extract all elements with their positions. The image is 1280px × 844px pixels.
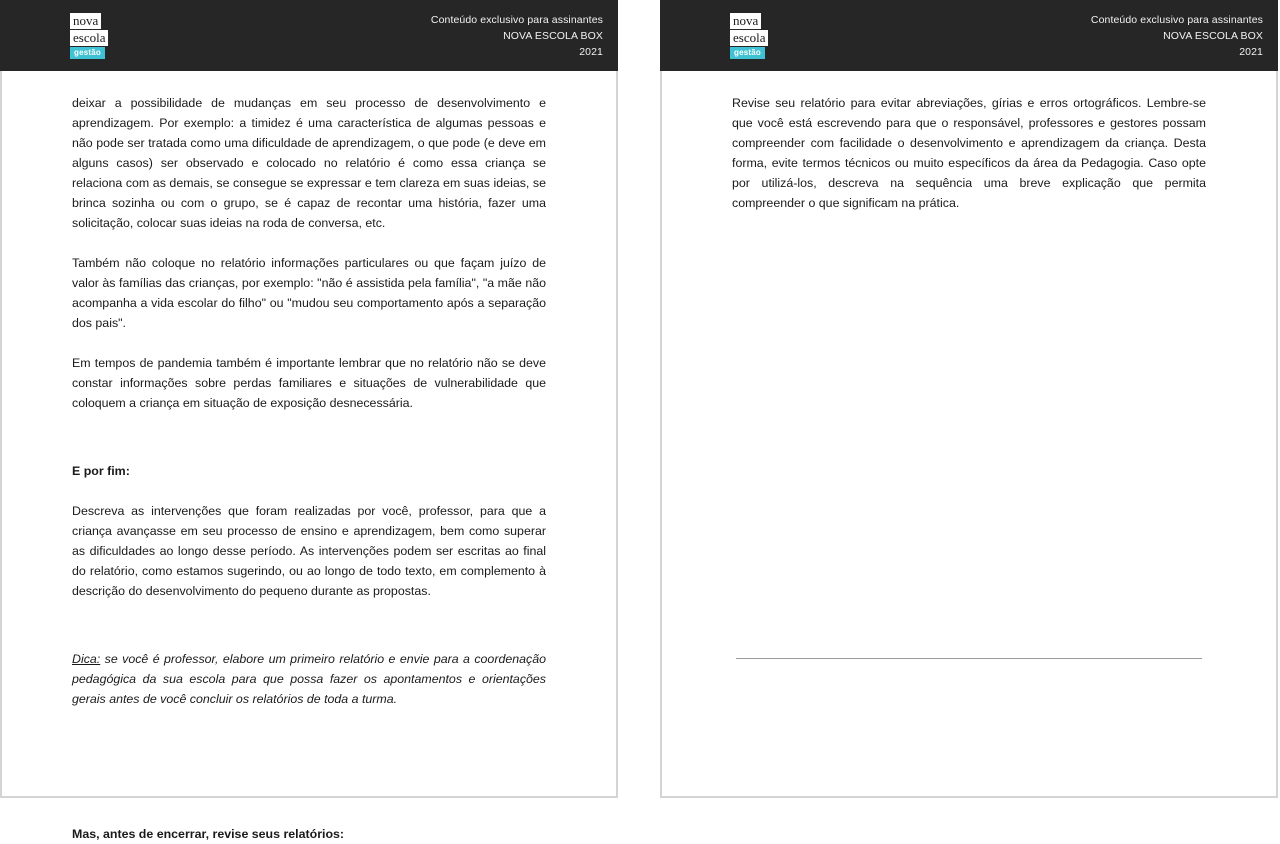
- tip-text: se você é professor, elabore um primeiro relatório e envie para a coordenação pedagógica da sua escola para que possa fazer os apontamentos e orientações gerais antes de você concluir os relatórios de toda a turma.: [72, 652, 546, 706]
- page-body-left: [2, 71, 616, 844]
- header-subscriber-note: Conteúdo exclusivo para assinantes: [1090, 13, 1263, 26]
- closing-heading: Mas, antes de encerrar, revise seus relatórios:: [72, 827, 345, 841]
- tip-spacer: [72, 621, 546, 649]
- horizontal-divider: [736, 658, 1202, 659]
- paragraph-private-info: Também não coloque no relatório informações particulares ou que façam juízo de valor às famílias das crianças, por exemplo: "não é assistida pela família", "a mãe não acompanha a vida escolar do filho" ou "mudou seu comportamento após a separação dos pais".: [72, 256, 546, 330]
- header-year: 2021: [579, 45, 603, 58]
- header-product-name: NOVA ESCOLA BOX: [1163, 29, 1263, 42]
- page-left: [0, 0, 618, 841]
- page-body-right: [662, 71, 1276, 213]
- logo-word-escola: escola: [730, 30, 768, 46]
- paragraph-continuation: deixar a possibilidade de mudanças em seu processo de desenvolvimento e aprendizagem. Por exemplo: a timidez é uma característica de algumas pessoas e não pode ser tratada como uma dificuldade de aprendizagem, o que pode (e deve em alguns casos) ser observado e colocado no relatório é como essa criança se relaciona com as demais, se consegue se expressar e tem clareza em suas ideias, se brinca sozinha ou com o grupo, se é capaz de recontar uma história, fazer uma solicitação, colocar suas ideias na roda de conversa, etc.: [72, 96, 546, 230]
- tip-block: [72, 649, 546, 709]
- page-header-right: [660, 0, 1278, 71]
- closing-spacer: [72, 729, 546, 824]
- logo-badge-gestao: gestão: [70, 47, 105, 59]
- paragraph-pandemic: Em tempos de pandemia também é importante lembrar que no relatório não se deve constar informações sobre perdas familiares e situações de vulnerabilidade que coloquem a criança em situação de exposição desnecessária.: [72, 356, 546, 410]
- header-product-name: NOVA ESCOLA BOX: [503, 29, 603, 42]
- header-meta-right: [1091, 12, 1263, 60]
- logo-badge-gestao: gestão: [730, 47, 765, 59]
- logo-word-nova: nova: [730, 13, 761, 29]
- page-right: [660, 0, 1278, 798]
- header-subscriber-note: Conteúdo exclusivo para assinantes: [430, 13, 603, 26]
- logo-word-escola: escola: [70, 30, 108, 46]
- paragraph-interventions: Descreva as intervenções que foram realizadas por você, professor, para que a criança avançasse em seu processo de ensino e aprendizagem, bem como superar as dificuldades ao longo desse período. As intervenções podem ser escritas ao final do relatório, como estamos sugerindo, ou ao longo de todo texto, em complemento à descrição do desenvolvimento do pequeno durante as propostas.: [72, 504, 546, 598]
- tip-label: Dica:: [72, 652, 101, 666]
- divider-wrap: [736, 658, 1202, 659]
- section-spacer: [72, 433, 546, 461]
- nova-escola-logo: [730, 13, 768, 59]
- section-heading-e-por-fim: E por fim:: [72, 464, 130, 478]
- header-year: 2021: [1239, 45, 1263, 58]
- nova-escola-logo: [70, 13, 108, 59]
- page-header-left: [0, 0, 618, 71]
- logo-word-nova: nova: [70, 13, 101, 29]
- paragraph-revise-report: Revise seu relatório para evitar abreviações, gírias e erros ortográficos. Lembre-se que você está escrevendo para que o responsável, professores e gestores possam compreender com facilidade o desenvolvimento e aprendizagem da criança. Desta forma, evite termos técnicos ou muito específicos da área da Pedagogia. Caso opte por utilizá-los, descreva na sequência uma breve explicação que permita compreender o que significam na prática.: [732, 96, 1206, 210]
- header-meta-left: [431, 12, 603, 60]
